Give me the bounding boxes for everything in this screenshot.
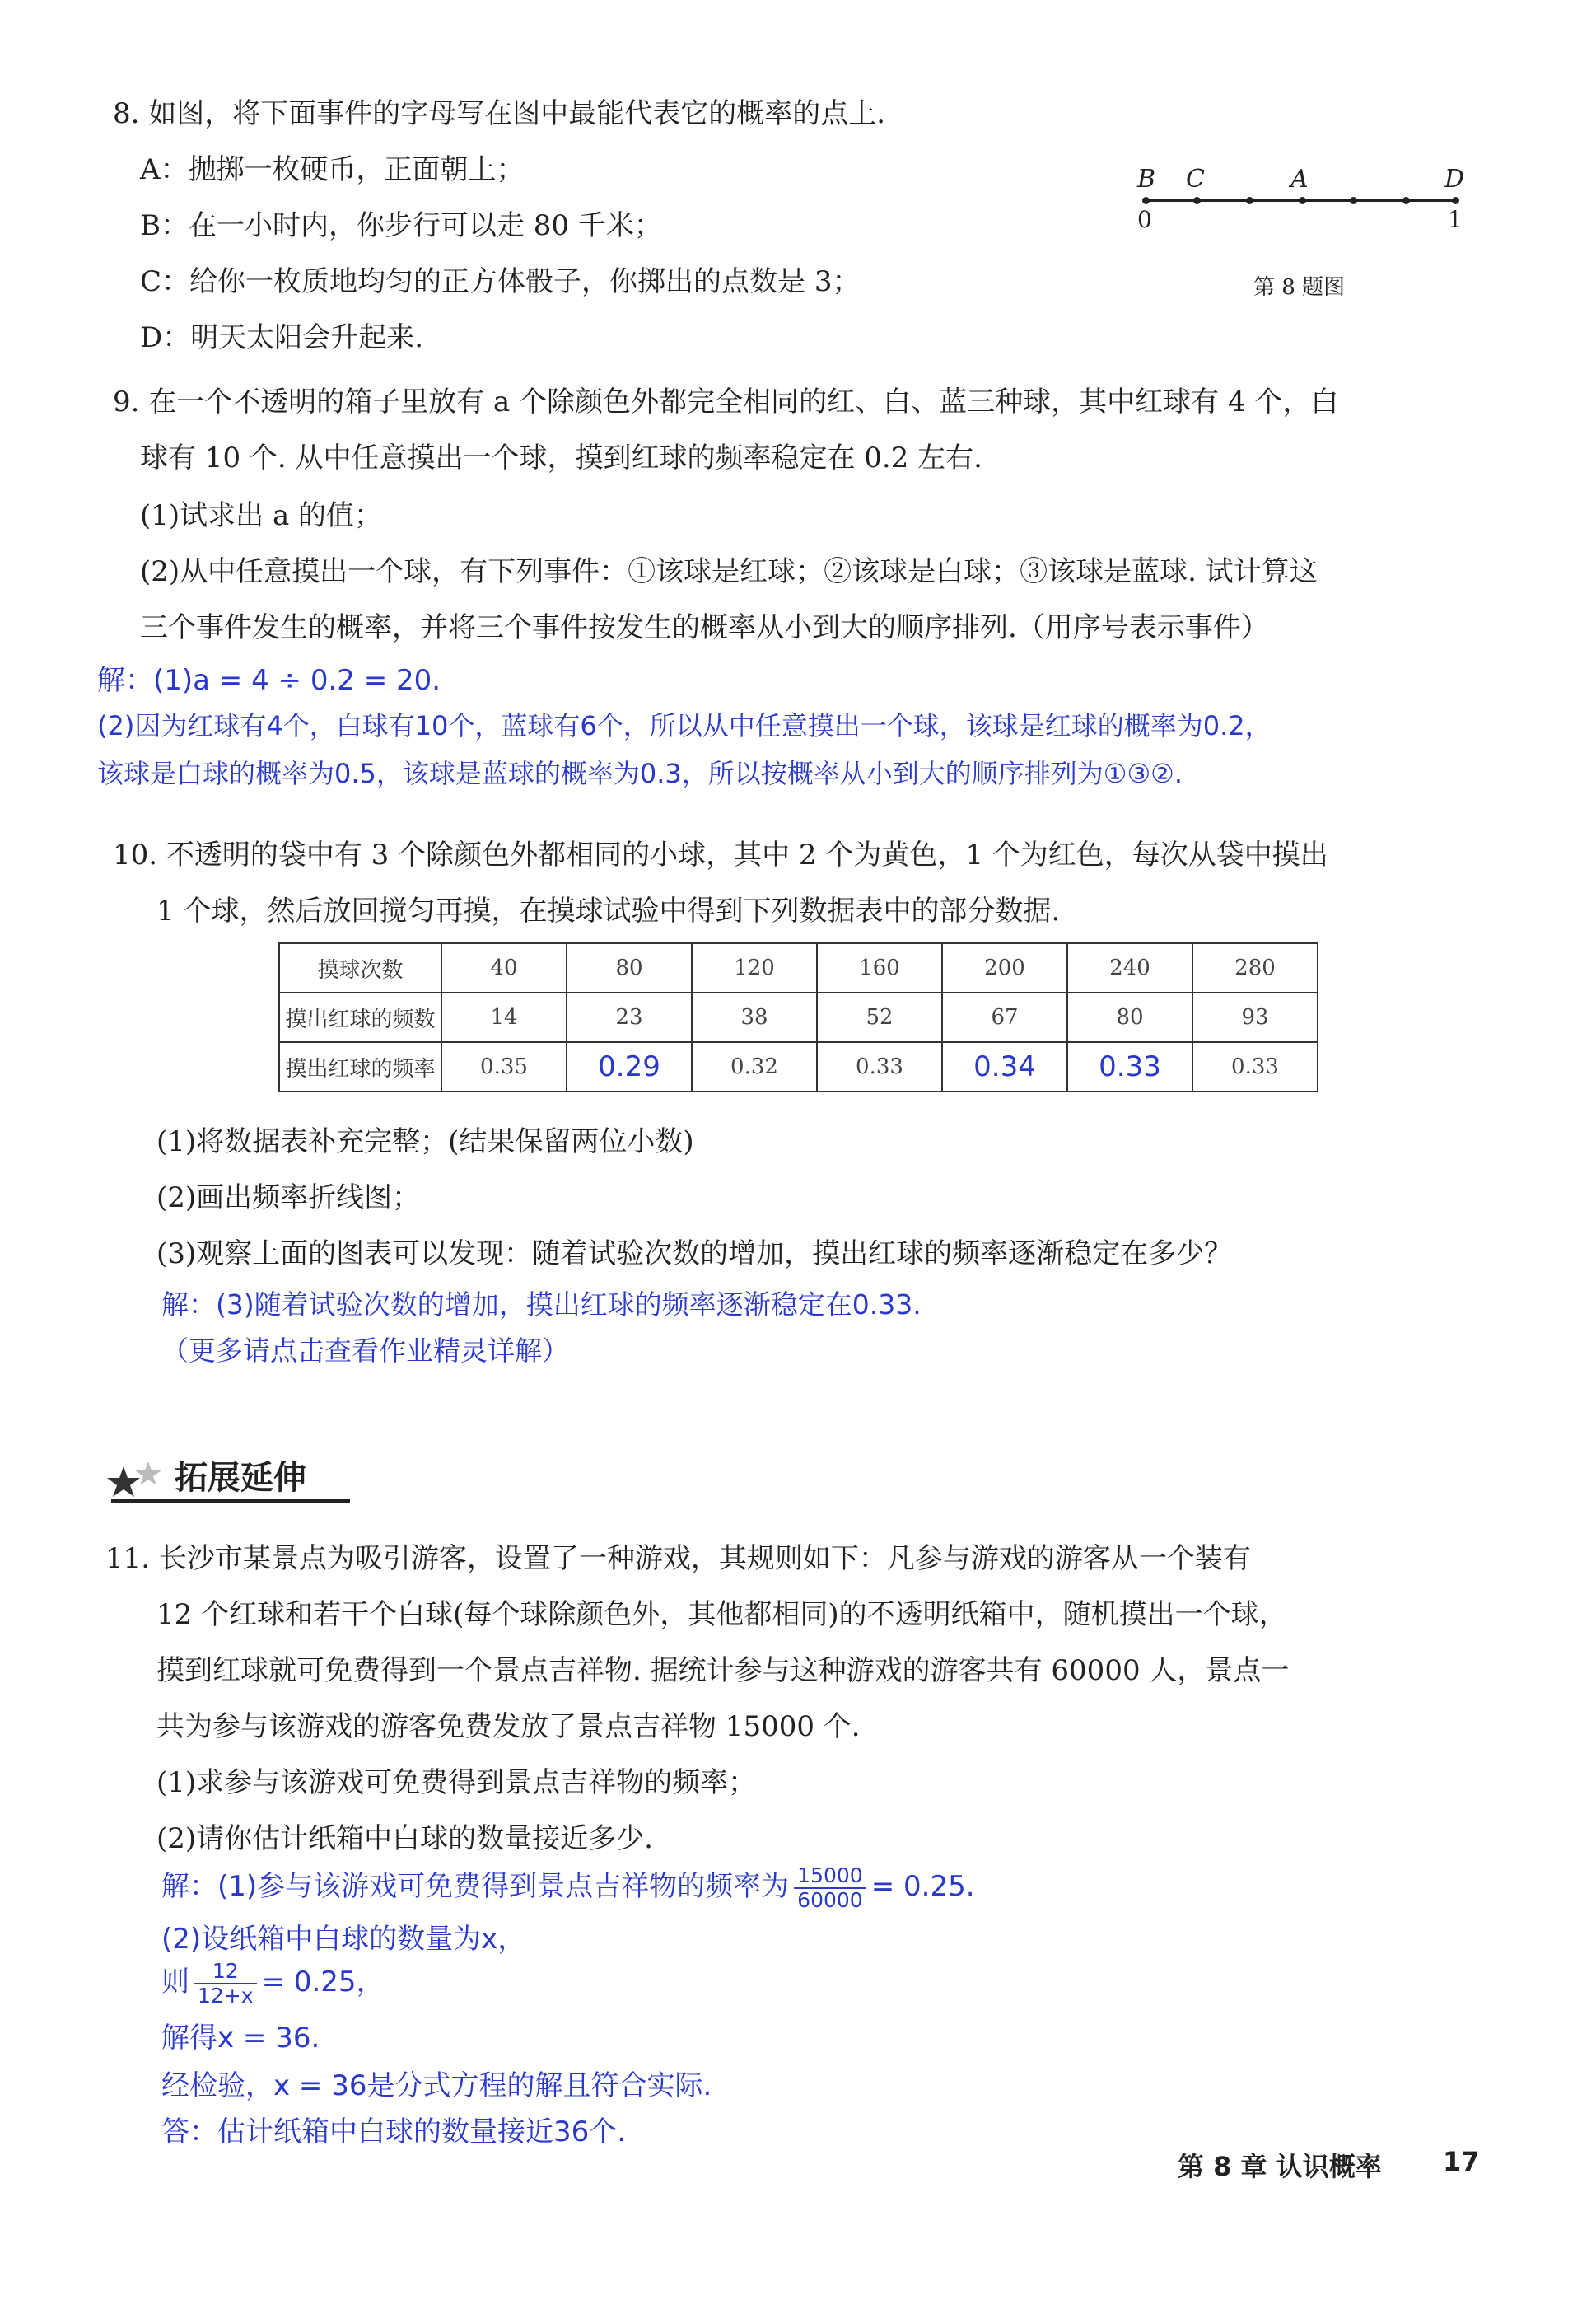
table-cell: 40 <box>441 943 567 993</box>
table-cell: 240 <box>1067 943 1192 993</box>
q11-line3: 摸到红球就可免费得到一个景点吉祥物. 据统计参与这种游戏的游客共有 60000 人，景点一 <box>156 1654 1290 1687</box>
number-line-point <box>1402 197 1410 204</box>
label-one: 1 <box>1448 206 1463 233</box>
q8-stem: 8. 如图，将下面事件的字母写在图中最能代表它的概率的点上. <box>113 97 886 130</box>
page-number: 17 <box>1443 2146 1480 2177</box>
number-line-point <box>1142 197 1150 204</box>
fraction-numerator: 12 <box>194 1960 257 1984</box>
section-title: 拓展延伸 <box>175 1459 306 1497</box>
q10-answer3: 解：(3)随着试验次数的增加，摸出红球的频率逐渐稳定在0.33. <box>161 1288 922 1321</box>
section-divider <box>111 1499 350 1503</box>
q8-option-d: D：明天太阳会升起来. <box>140 321 424 354</box>
table-cell: 0.32 <box>692 1042 817 1092</box>
q11-answer3 <box>161 1959 385 2008</box>
table-cell: 80 <box>1067 993 1192 1042</box>
table-row <box>279 993 1318 1042</box>
q8-option-c: C：给你一枚质地均匀的正方体骰子，你掷出的点数是 3； <box>140 265 861 298</box>
number-line-point <box>1193 197 1201 204</box>
table-cell: 120 <box>692 943 817 993</box>
q9-answer2a: (2)因为红球有4个，白球有10个，蓝球有6个，所以从中任意摸出一个球，该球是红球的概率为0.2， <box>97 710 1272 741</box>
q10-part2: (2)画出频率折线图； <box>156 1181 421 1214</box>
answer1-result: = 0.25. <box>870 1870 975 1903</box>
answer3-result: = 0.25， <box>261 1966 385 1998</box>
table-cell: 38 <box>692 993 817 1042</box>
q9-part2b: 三个事件发生的概率，并将三个事件按发生的概率从小到大的顺序排列.（用序号表示事件） <box>140 611 1269 644</box>
q11-line2: 12 个红球和若干个白球(每个球除颜色外，其他都相同)的不透明纸箱中，随机摸出一个球， <box>156 1598 1287 1631</box>
fraction <box>794 1864 866 1912</box>
q11-part2: (2)请你估计纸箱中白球的数量接近多少. <box>156 1822 653 1855</box>
table-cell: 23 <box>567 993 692 1042</box>
label-c: C <box>1186 165 1205 194</box>
q9-part2a: (2)从中任意摸出一个球，有下列事件：①该球是红球；②该球是白球；③该球是蓝球. 试计算这 <box>140 555 1318 588</box>
label-zero: 0 <box>1137 206 1152 233</box>
q9-answer1: 解：(1)a = 4 ÷ 0.2 = 20. <box>97 664 441 697</box>
table-cell: 93 <box>1192 993 1318 1042</box>
label-a: A <box>1290 165 1309 194</box>
fraction <box>194 1960 257 2008</box>
table-cell: 52 <box>817 993 942 1042</box>
fraction-denominator: 12+x <box>198 1983 254 2008</box>
q11-answer5: 经检验，x = 36是分式方程的解且符合实际. <box>161 2069 712 2102</box>
q11-answer4: 解得x = 36. <box>161 2022 320 2055</box>
answer1-text: 解：(1)参与该游戏可免费得到景点吉祥物的频率为 <box>161 1870 790 1903</box>
number-line-point <box>1246 197 1253 204</box>
table-cell: 摸出红球的频率 <box>279 1042 441 1092</box>
q9-line2: 球有 10 个. 从中任意摸出一个球，摸到红球的频率稳定在 0.2 左右. <box>140 442 982 474</box>
table-cell: 80 <box>567 943 692 993</box>
figure-caption: 第 8 题图 <box>1253 275 1346 300</box>
table-cell: 0.33 <box>1192 1042 1318 1092</box>
chapter-title: 第 8 章 认识概率 <box>1178 2151 1382 2182</box>
label-b: B <box>1137 165 1156 194</box>
table-cell: 摸球次数 <box>279 943 441 993</box>
table-cell-answer: 0.34 <box>942 1042 1067 1092</box>
q8-option-b: B：在一小时内，你步行可以走 80 千米； <box>140 209 662 242</box>
frequency-table <box>278 942 1318 1092</box>
number-line-point <box>1350 197 1357 204</box>
q8-option-a: A：抛掷一枚硬币，正面朝上； <box>140 153 525 186</box>
table-cell: 200 <box>942 943 1067 993</box>
fraction-numerator: 15000 <box>794 1864 866 1889</box>
q11-answer1 <box>161 1863 975 1912</box>
fraction-denominator: 60000 <box>797 1887 863 1912</box>
q11-answer2: (2)设纸箱中白球的数量为x， <box>161 1923 526 1956</box>
table-cell: 160 <box>817 943 942 993</box>
table-cell: 摸出红球的频数 <box>279 993 441 1042</box>
stars-icon <box>105 1458 171 1499</box>
table-cell: 14 <box>441 993 567 1042</box>
table-cell-answer: 0.29 <box>567 1042 692 1092</box>
q9-part1: (1)试求出 a 的值； <box>140 499 383 532</box>
table-row <box>279 1042 1318 1092</box>
q9-line1: 9. 在一个不透明的箱子里放有 a 个除颜色外都完全相同的红、白、蓝三种球，其中红球有 4 个，白 <box>113 386 1339 418</box>
q10-part3: (3)观察上面的图表可以发现：随着试验次数的增加，摸出红球的频率逐渐稳定在多少？ <box>156 1237 1233 1270</box>
table-cell: 0.33 <box>817 1042 942 1092</box>
q11-line1: 11. 长沙市某景点为吸引游客，设置了一种游戏，其规则如下：凡参与游戏的游客从一个装有 <box>105 1542 1251 1575</box>
answer3-text: 则 <box>161 1966 189 1998</box>
q11-part1: (1)求参与该游戏可免费得到景点吉祥物的频率； <box>156 1766 757 1799</box>
table-cell-answer: 0.33 <box>1067 1042 1192 1092</box>
table-row <box>279 943 1318 993</box>
q10-line2: 1 个球，然后放回搅匀再摸，在摸球试验中得到下列数据表中的部分数据. <box>156 895 1061 928</box>
q11-line4: 共为参与该游戏的游客免费发放了景点吉祥物 15000 个. <box>156 1710 861 1743</box>
more-details-link[interactable]: （更多请点击查看作业精灵详解） <box>161 1335 569 1367</box>
table-cell: 0.35 <box>441 1042 567 1092</box>
q11-answer6: 答：估计纸箱中白球的数量接近36个. <box>161 2115 627 2148</box>
number-line-point <box>1299 197 1306 204</box>
q10-line1: 10. 不透明的袋中有 3 个除颜色外都相同的小球，其中 2 个为黄色，1 个为红色，每次从袋中摸出 <box>113 839 1328 872</box>
label-d: D <box>1444 165 1465 194</box>
number-line-point <box>1452 197 1459 204</box>
q9-answer2b: 该球是白球的概率为0.5，该球是蓝球的概率为0.3，所以按概率从小到大的顺序排列为①③②. <box>97 758 1183 789</box>
table-cell: 280 <box>1192 943 1318 993</box>
table-cell: 67 <box>942 993 1067 1042</box>
q10-part1: (1)将数据表补充完整；(结果保留两位小数) <box>156 1125 694 1158</box>
